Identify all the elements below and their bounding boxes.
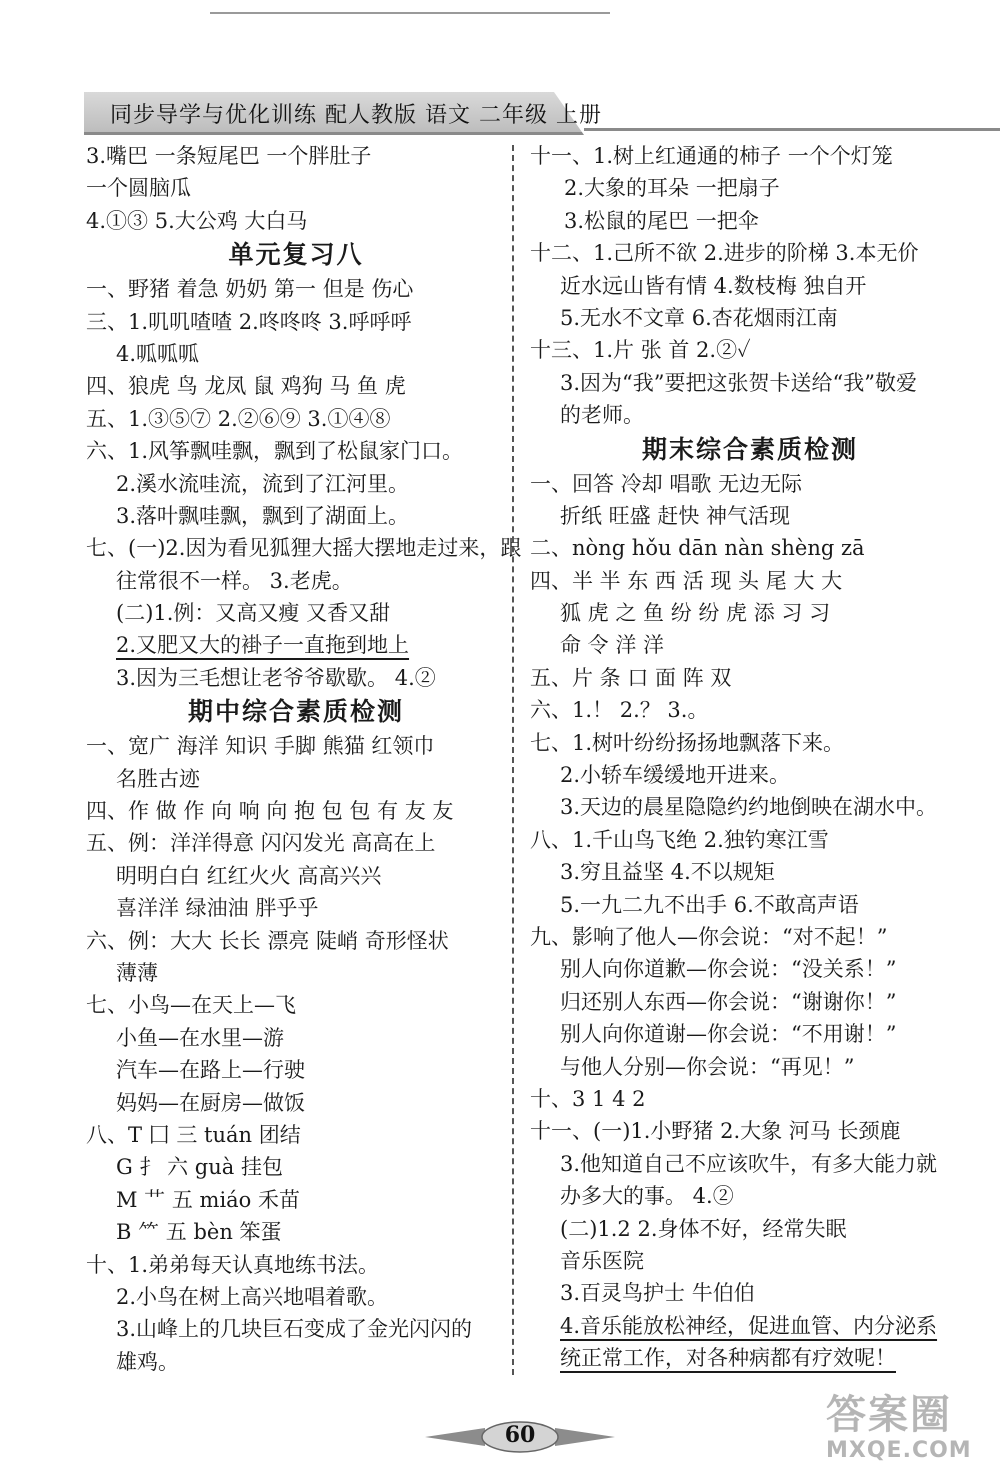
answer-line <box>530 1342 970 1374</box>
left-column <box>86 140 522 1378</box>
answer-line: 3.天边的晨星隐隐约约地倒映在湖水中。 <box>560 795 938 820</box>
answer-line: 3.因为“我”要把这张贺卡送给“我”敬爱 <box>560 370 917 395</box>
answer-line: B ⺮ 五 bèn 笨蛋 <box>116 1220 282 1245</box>
answer-line: 3.松鼠的尾巴 一把伞 <box>564 208 759 233</box>
answer-line: M 艹 五 miáo 禾苗 <box>116 1187 300 1212</box>
header-rule <box>584 128 1000 131</box>
answer-line: 5.无水不文章 6.杏花烟雨江南 <box>560 305 838 330</box>
answer-line: 七、(一)2.因为看见狐狸大摇大摆地走过来，跟 <box>86 536 522 561</box>
section-heading: 单元复习八 <box>228 240 364 270</box>
answer-line: 十、3 1 4 2 <box>530 1086 646 1111</box>
answer-line: 3.山峰上的几块巨石变成了金光闪闪的 <box>116 1317 473 1342</box>
answer-line: 2.大象的耳朵 一把扇子 <box>564 176 780 201</box>
answer-line: 二、nòng hǒu dān nàn shèng zā <box>530 536 865 561</box>
section-heading: 期末综合素质检测 <box>641 434 858 464</box>
underlined-answer: 2.又肥又大的褂子一直拖到地上 <box>116 633 410 658</box>
answer-line: 折纸 旺盛 赶快 神气活现 <box>560 503 791 528</box>
answer-line: 3.百灵鸟护士 牛伯伯 <box>560 1281 755 1306</box>
watermark-title: 答案圈 <box>826 1392 952 1438</box>
page-number: 60 <box>504 1422 536 1448</box>
answer-line: 妈妈—在厨房—做饭 <box>116 1090 305 1115</box>
answer-line: 音乐医院 <box>560 1248 644 1273</box>
answer-line <box>86 629 506 661</box>
answer-line: 汽车—在路上—行驶 <box>116 1058 305 1083</box>
answer-line: 十、1.弟弟每天认真地练书法。 <box>86 1252 380 1277</box>
underlined-answer: 4.音乐能放松神经，促进血管、内分泌系 <box>560 1313 938 1338</box>
answer-line: 六、例：大大 长长 漂亮 陡峭 奇形怪状 <box>86 928 449 953</box>
answer-line: 3.他知道自己不应该吹牛，有多大能力就 <box>560 1151 938 1176</box>
page-footer <box>425 1420 615 1454</box>
answer-line: 近水远山皆有情 4.数枝梅 独自开 <box>560 273 867 298</box>
answer-line: 五、1.③⑤⑦ 2.②⑥⑨ 3.①④⑧ <box>86 406 391 431</box>
answer-line: 六、1.！ 2.？ 3.。 <box>530 698 709 723</box>
answer-line: 四、作 做 作 向 响 向 抱 包 包 有 友 友 <box>86 799 454 824</box>
answer-line: 小鱼—在水里—游 <box>116 1025 284 1050</box>
answer-line: 一个圆脑瓜 <box>86 176 191 201</box>
answer-line: 归还别人东西—你会说：“谢谢你！” <box>560 989 897 1014</box>
answer-line: 明明白白 红红火火 高高兴兴 <box>116 863 382 888</box>
answer-line: 喜洋洋 绿油油 胖乎乎 <box>116 896 319 921</box>
answer-line: (二)1.2 2.身体不好，经常失眠 <box>560 1216 847 1241</box>
answer-line: 五、片 条 口 面 阵 双 <box>530 665 732 690</box>
answer-line: 十三、1.片 张 首 2.②✓ <box>530 338 751 363</box>
answer-line: 别人向你道歉—你会说：“没关系！” <box>560 957 897 982</box>
answer-line: 4.呱呱呱 <box>116 341 200 366</box>
answer-line: 一、宽广 海洋 知识 手脚 熊猫 红领巾 <box>86 734 435 759</box>
answer-line: 雄鸡。 <box>116 1349 179 1374</box>
answer-line: 别人向你道谢—你会说：“不用谢！” <box>560 1022 897 1047</box>
answer-line: 六、1.风筝飘哇飘，飘到了松鼠家门口。 <box>86 439 464 464</box>
answer-line: 一、野猪 着急 奶奶 第一 但是 伤心 <box>86 277 414 302</box>
answer-line: 3.因为三毛想让老爷爷歇歇。 4.② <box>116 665 436 690</box>
answer-line: G 扌 六 guà 挂包 <box>116 1155 283 1180</box>
answer-line: 三、1.叽叽喳喳 2.咚咚咚 3.呼呼呼 <box>86 309 412 334</box>
answer-line: 往常很不一样。 3.老虎。 <box>116 568 353 593</box>
answer-line: 2.溪水流哇流，流到了江河里。 <box>116 471 410 496</box>
answer-line: 十二、1.己所不欲 2.进步的阶梯 3.本无价 <box>530 241 919 266</box>
header-title: 同步导学与优化训练 配人教版 语文 二年级 上册 <box>110 103 602 128</box>
answer-line: 七、1.树叶纷纷扬扬地飘落下来。 <box>530 730 845 755</box>
answer-line: 十一、(一)1.小野猪 2.大象 河马 长颈鹿 <box>530 1119 901 1144</box>
answer-line: 八、1.千山鸟飞绝 2.独钓寒江雪 <box>530 827 829 852</box>
right-column <box>530 140 970 1374</box>
answer-line: 2.小轿车缓缓地开进来。 <box>560 763 791 788</box>
answer-line: 4.①③ 5.大公鸡 大白马 <box>86 208 308 233</box>
answer-line: 狐 虎 之 鱼 纷 纷 虎 添 习 习 <box>560 601 831 626</box>
section-heading: 期中综合素质检测 <box>187 697 404 727</box>
watermark <box>826 1392 996 1468</box>
answer-line: 四、半 半 东 西 活 现 头 尾 大 大 <box>530 568 843 593</box>
underlined-answer: 统正常工作，对各种病都有疗效呢！ <box>560 1346 896 1371</box>
answer-line: 八、T 囗 三 tuán 团结 <box>86 1122 301 1147</box>
answer-line <box>530 1310 970 1342</box>
answer-line: 十一、1.树上红通通的柿子 一个个灯笼 <box>530 144 893 168</box>
answer-line: 的老师。 <box>560 403 644 428</box>
answer-line: 五、例：洋洋得意 闪闪发光 高高在上 <box>86 831 436 856</box>
answer-line: 办多大的事。 4.② <box>560 1184 734 1209</box>
answer-line: 5.一九二九不出手 6.不敢高声语 <box>560 892 859 917</box>
answer-line: 3.落叶飘哇飘，飘到了湖面上。 <box>116 503 410 528</box>
answer-line: (二)1.例：又高又瘦 又香又甜 <box>116 601 391 626</box>
column-divider <box>512 145 514 1375</box>
answer-line: 四、狼虎 鸟 龙凤 鼠 鸡狗 马 鱼 虎 <box>86 374 406 399</box>
answer-line: 一、回答 冷却 唱歌 无边无际 <box>530 471 803 496</box>
answer-line: 名胜古迹 <box>116 766 200 791</box>
top-rule <box>210 12 610 14</box>
answer-line: 3.嘴巴 一条短尾巴 一个胖肚子 <box>86 144 372 168</box>
watermark-url: MXQE.COM <box>826 1438 972 1463</box>
answer-line: 九、影响了他人—你会说：“对不起！” <box>530 924 888 949</box>
answer-line: 七、小鸟—在天上—飞 <box>86 993 296 1018</box>
answer-line: 与他人分别—你会说：“再见！” <box>560 1054 855 1079</box>
answer-line: 命 令 洋 洋 <box>560 633 665 658</box>
answer-line: 2.小鸟在树上高兴地唱着歌。 <box>116 1284 389 1309</box>
answer-line: 3.穷且益坚 4.不以规矩 <box>560 860 775 885</box>
answer-line: 薄薄 <box>116 960 158 985</box>
